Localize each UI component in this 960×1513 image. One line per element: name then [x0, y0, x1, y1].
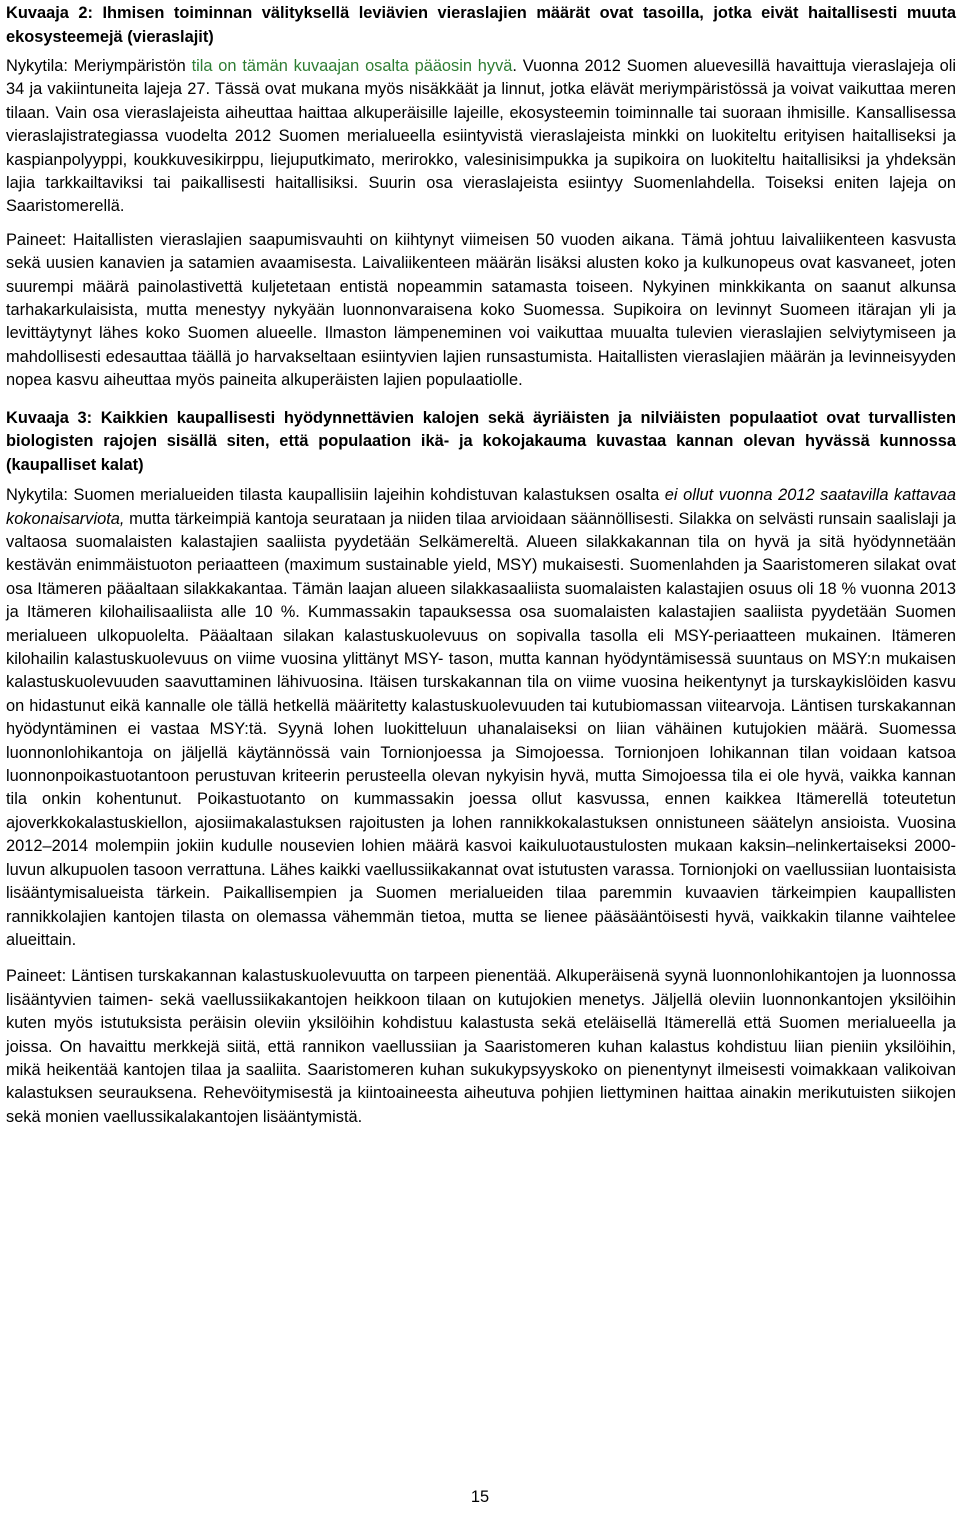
page-number: 15	[470, 1488, 490, 1506]
nykytila-paragraph-1	[6, 55, 956, 219]
nykytila-intro: : Meriympäristön	[63, 57, 192, 75]
paineet-body: : Haitallisten vieraslajien saapumisvauhti on kiihtynyt viimeisen 50 vuoden aikana. Tämä johtuu laivaliikenteen kasvusta sekä uusien kanavien ja satamien avaamisesta. Laivaliikenteen määrän lisäksi alusten koko ja kulkunopeus ovat kasvaneet, joten suurempi määrä painolastivettä kuljetetaan entistä nopeammin satamasta toiseen. Nykyinen minkkikanta on saanut alkunsa tarhakarkulaisista, mutta menestyy nykyään luonnonvaraisena koko Suomessa. Supikoira on levinnyt Suomeen itärajan yli ja levittäytynyt lähes koko Suomen alueelle. Ilmaston lämpeneminen voi vaikuttaa muualta tulevien vieraslajien selviytymiseen ja mahdollisesti edesauttaa täällä jo harvakseltaan esiintyvien lajien runsastumista. Haitallisten vieraslajien määrän ja levinneisyyden nopea kasvu aiheuttaa myös paineita alkuperäisten lajien populaatiolle.	[6, 230, 956, 390]
nykytila-italic-note: ei ollut vuonna 2012 saatavilla kattavaa kokonaisarviota,	[6, 486, 956, 528]
nykytila-status-good: tila on tämän kuvaajan osalta pääosin hyvä	[191, 57, 513, 75]
paineet-paragraph-2	[6, 965, 956, 1129]
nykytila-label: Nykytila	[6, 486, 64, 505]
nykytila-body: . Vuonna 2012 Suomen aluevesillä havaittuja vieraslajeja oli 34 ja vakiintuneita lajeja 27. Tässä ovat mukana myös nisäkkäät ja linnut, jotka elävät meriympäristössä ja voivat vaikuttaa meren tilaan. Vain osa vieraslajeista aiheuttaa haittaa alkuperäisille lajeille, ekosysteemin toiminnalle tai suoraan ihmisille. Kansallisessa vieraslajistrategiassa vuodelta 2012 Suomen merialueella esiintyvistä vieraslajeista minkki on luokiteltu erityisen haitalliseksi ja kaspianpolyyppi, koukkuvesikirppu, liejuputkimato, merirokko, valesinisimpukka ja supikoira on luokiteltu haitallisiksi ja yhdeksän lajia tarkkailtaviksi tai paikallisesti haitallisiksi. Suurin osa vieraslajeista esiintyy Suomenlahdella. Toiseksi eniten lajeja on Saaristomerellä.	[6, 57, 956, 216]
section-heading-kuvaaja-3: Kuvaaja 3: Kaikkien kaupallisesti hyödynnettävien kalojen sekä äyriäisten ja nilviäisten populaatiot ovat turvallisten biologisten rajojen sisällä siten, että populaation ikä- ja kokojakauma kuvastaa kannan olevan hyvässä kunnossa (kaupalliset kalat)	[6, 408, 956, 474]
paineet-paragraph-1	[6, 229, 956, 393]
paineet-body: : Läntisen turskakannan kalastuskuolevuutta on tarpeen pienentää. Alkuperäisenä syynä luonnonlohikantojen ja luonnossa lisääntyvien taimen- sekä vaellussiikakantojen heikkoon tilaan on kutujokien menetys. Jäljellä oleviin luonnonkantojen yksilöihin kuten myös istutuksista peräisin oleviin yksilöihin kohdistuu kalastusta sekä eteläisellä Itämerellä että Suomen merialueella ja joissa. On havaittu merkkejä siitä, että rannikon vaellussiian ja Saaristomeren kuhan kalastus kohdistuu liian pieniin yksilöihin, mikä heikentää kantojen tilaa ja saaliita. Saaristomeren kuhan sukukypsyyskoko on pienentynyt ilmeisesti voimakkaan valikoivan kalastuksen seurauksena. Rehevöitymisestä ja kiintoaineesta aiheutuva pohjien liettyminen haittaa ainakin merikutuisten siikojen sekä monien vaellussikalakantojen lisääntymistä.	[6, 967, 956, 1126]
section-heading-kuvaaja-2: Kuvaaja 2: Ihmisen toiminnan välityksellä leviävien vieraslajien määrät ovat tasoilla, jotka eivät haitallisesti muuta ekosysteemejä (vieraslajit)	[6, 4, 956, 46]
nykytila-paragraph-2	[6, 484, 956, 952]
paineet-label: Paineet	[6, 967, 62, 986]
nykytila-intro: : Suomen merialueiden tilasta kaupallisiin lajeihin kohdistuvan kalastuksen osalta	[63, 486, 665, 505]
paineet-label: Paineet	[6, 230, 62, 249]
document-page	[6, 0, 956, 1140]
nykytila-label: Nykytila	[6, 57, 64, 75]
nykytila-body: mutta tärkeimpiä kantoja seurataan ja niiden tilaa arvioidaan säännöllisesti. Silakka on selvästi runsain saalislaji ja valtaosa suomalaisten kalastajien saaliista pyydetään Selkämereltä. Alueen silakkakannan tila on hyvä ja sitä hyödynnetään kestävän enimmäistuoton periaatteen (maximum sustainable yield, MSY) mukaisesti. Suomenlahden ja Saaristomeren silakat ovat osa Itämeren pääaltaan silakkakantaa. Tämän laajan alueen silakkasaaliista suomalaisten kalastajien osuus oli 18 % vuonna 2013 ja Itämeren kilohailisaaliista alle 10 %. Kummassakin tapauksessa osa suomalaisten kalastajien saaliista pyydetään Suomen merialueen ulkopuolelta. Pääaltaan silakan kalastuskuolevuus on sopivalla tasolla eli MSY-periaatteen mukainen. Itämeren kilohailin kalastuskuolevuus on viime vuosina ylittänyt MSY- tason, mutta kannan hyödyntämisessä suuntaus on MSY:n mukaisen kalastuskuolevuuden saavuttaminen lähivuosina. Itäisen turskakannan tila on viime vuosina heikentynyt ja turskaykislöiden kasvu on hidastunut eikä kannalle ole tällä hetkellä määritetty kalastuskuolevuuden tai kutubiomassan viitearvoja. Läntisen turskakannan hyödyntäminen ei vastaa MSY:tä. Syynä lohen luokitteluun uhanalaiseksi on liian vähäinen kutujokien määrä. Suomessa luonnonlohikantoja on jäljellä käytännössä vain Tornionjoessa ja Simojoessa. Tornionjoen lohikannan tilan voidaan katsoa luonnonpoikastuotantoon perustuvan kriteerin perusteella olevan nykyisin hyvä, mutta Simojoessa tila ei ole hyvä, vaikka kannan tila onkin kohentunut. Poikastuotanto on kummassakin joessa ollut kasvussa, ennen kaikkea Itämerellä toteutetun ajoverkkokalastuskiellon, ajosiimakalastuksen rajoitusten ja lohen rannikkokalastuksen onnistuneen säätelyn ansioista. Vuosina 2012–2014 molempiin jokiin kudulle nousevien lohien määrä kasvoi kaikuluotaustulosten mukaan kaksin–nelinkertaiseksi 2000-luvun alkupuolen tasoon verrattuna. Lähes kaikki vaellussiikakannat ovat istutusten varassa. Tornionjoki on vaellussiian luontaisista lisääntymisalueista tärkein. Paikallisempien ja Suomen merialueiden tilaa paremmin kuvaavien tärkeimpien kaupallisten rannikkolajien kantojen tilasta on olemassa vähemmän tietoa, mutta se lienee pääsääntöisesti hyvä, vaikkakin tilanne vaihtelee alueittain.	[6, 509, 956, 949]
